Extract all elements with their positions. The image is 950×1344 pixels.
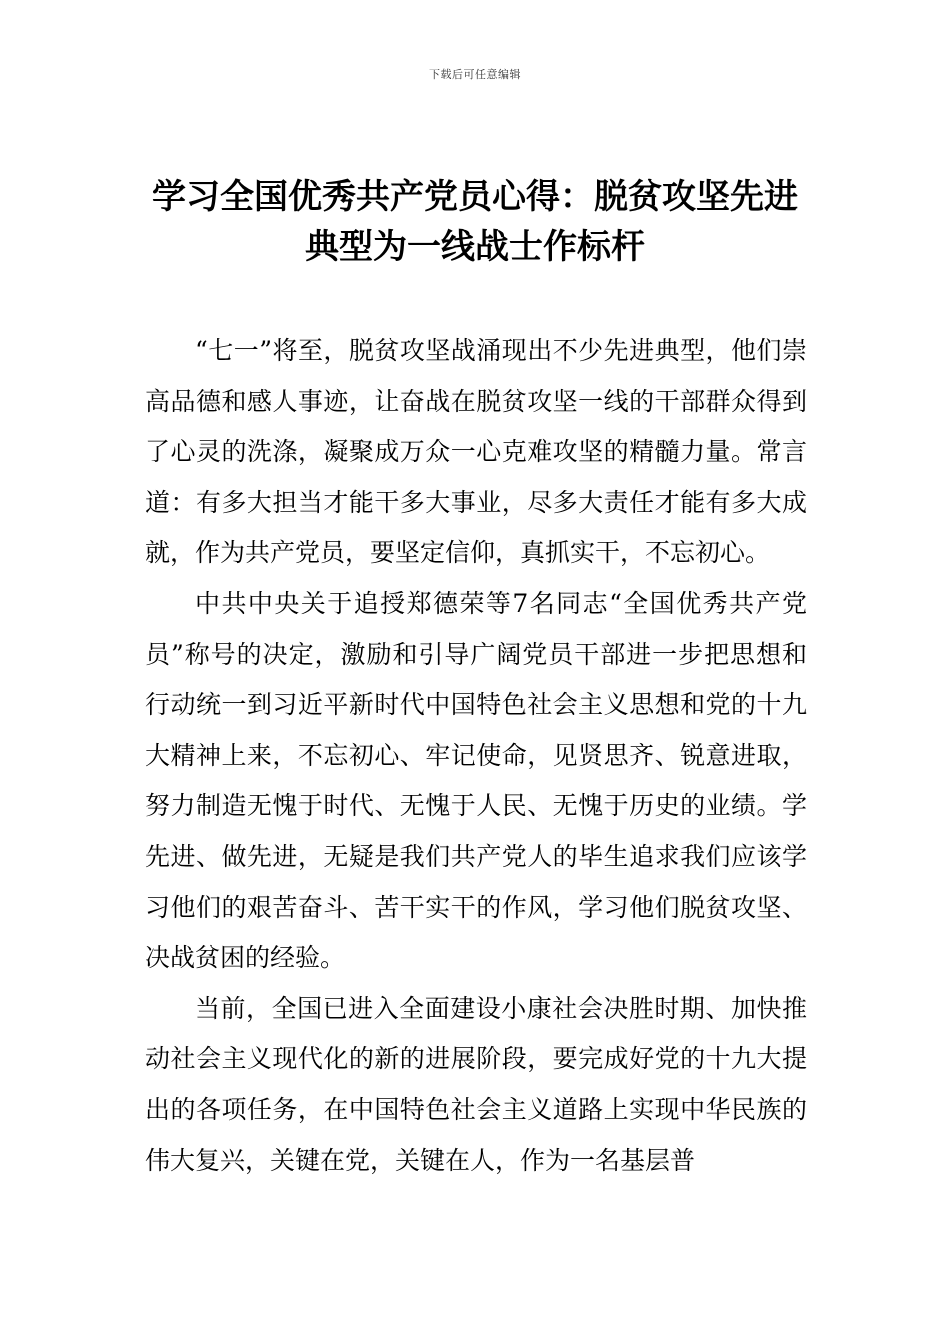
paragraph-3: 当前，全国已进入全面建设小康社会决胜时期、加快推动社会主义现代化的新的进展阶段，要完成好党的十九大提出的各项任务，在中国特色社会主义道路上实现中华民族的伟大复兴，关键在党，关键在人，作为一名基层普 bbox=[145, 993, 807, 1175]
paragraph-2: 中共中央关于追授郑德荣等7名同志“全国优秀共产党员”称号的决定，激励和引导广阔党员干部进一步把思想和行动统一到习近平新时代中国特色社会主义思想和党的十九大精神上来，不忘初心、牢记使命，见贤思齐、锐意进取，努力制造无愧于时代、无愧于人民、无愧于历史的业绩。学先进、做先进，无疑是我们共产党人的毕生追求我们应该学习他们的艰苦奋斗、苦干实干的作风，学习他们脱贫攻坚、决战贫困的经验。 bbox=[145, 588, 807, 973]
page-header-note: 下载后可任意编辑 bbox=[429, 68, 521, 81]
document-title: 学习全国优秀共产党员心得：脱贫攻坚先进典型为一线战士作标杆 bbox=[152, 177, 798, 267]
document-body bbox=[145, 326, 807, 1186]
paragraph-1: “七一”将至，脱贫攻坚战涌现出不少先进典型，他们崇高品德和感人事迹，让奋战在脱贫攻坚一线的干部群众得到了心灵的洗涤，凝聚成万众一心克难攻坚的精髓力量。常言道：有多大担当才能干多大事业，尽多大责任才能有多大成就，作为共产党员，要坚定信仰，真抓实干，不忘初心。 bbox=[145, 336, 807, 568]
